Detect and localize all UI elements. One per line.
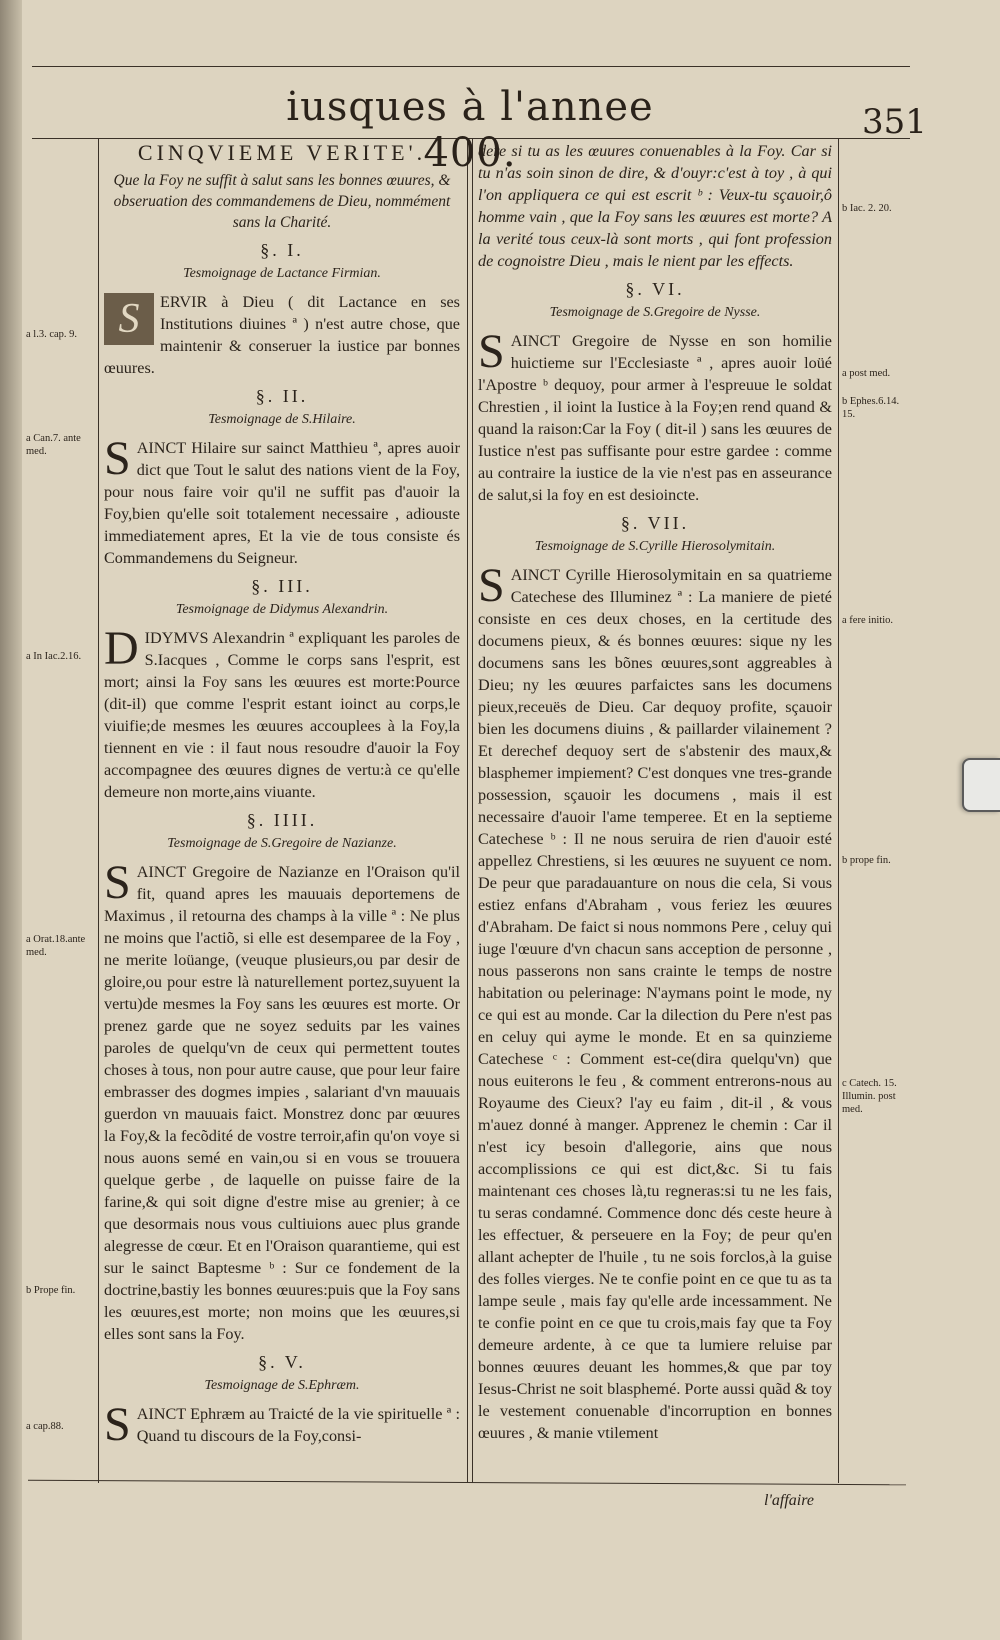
drop-cap: S [104, 1398, 131, 1451]
section-number: §. I. [260, 240, 304, 260]
testimony-title: Tesmoignage de S.Cyrille Hierosolymitain. [534, 539, 776, 554]
margin-note: a post med. [842, 368, 891, 379]
top-rule [32, 66, 910, 67]
catchword: l'affaire [764, 1492, 814, 1509]
testimony-title: Tesmoignage de S.Hilaire. [208, 412, 356, 427]
margin-note: a Orat.18.ante med. [26, 934, 86, 958]
margin-note: a In Iac.2.16. [26, 651, 82, 662]
margin-note: a Can.7. ante med. [26, 433, 81, 457]
paragraph-continued: dere si tu as les œuures conuenables à la Foy. Car si tu n'as soin sinon de dire, & d'ouyr:c'est à toy , à qui l'on appliquera ce qui est escrit ᵇ : Veux-tu sçauoir,ô homme vain , que la Foy sans les œuures est morte? A la verité tous ceux-là sont morts , qui font profession de cognoistre Dieu , mais le nient par les effects. [478, 142, 832, 270]
drop-cap: S [478, 559, 505, 612]
margin-note: b prope fin. [842, 855, 891, 866]
margin-note: a cap.88. [26, 1421, 64, 1432]
right-column-rule [838, 138, 839, 1483]
paragraph-text: AINCT Ephræm au Traicté de la vie spirituelle ª : Quand tu discours de la Foy,consi- [136, 1405, 460, 1445]
margin-note: c Catech. 15. Illumin. post med. [842, 1078, 897, 1115]
margin-note: b Ephes.6.14. 15. [842, 396, 900, 420]
testimony-title: Tesmoignage de S.Gregoire de Nazianze. [167, 836, 397, 851]
section-number: §. VI. [625, 279, 685, 299]
section-number: §. II. [255, 386, 309, 406]
left-column-rule [98, 138, 99, 1483]
margin-note: b Prope fin. [26, 1285, 76, 1296]
testimony-title: Tesmoignage de Didymus Alexandrin. [175, 602, 389, 617]
left-column [104, 140, 460, 1449]
right-column [478, 140, 832, 1446]
chapter-subtitle: Que la Foy ne suffit à salut sans les bonnes œuures, & obseruation des commandemens de Dieu, nommément sans la Charité. [113, 172, 451, 231]
paragraph [104, 622, 460, 803]
section-number: §. V. [258, 1352, 306, 1372]
paragraph-text: AINCT Gregoire de Nysse en son homilie huictieme sur l'Ecclesiaste ª , apres auoir loüé l'Apostre ᵇ dequoy, pour armer à l'espreuue le soldat Chrestien , il ioint la Iustice à la Foy;en rend quand & quand la raison:Car la Foy ( dit-il ) sans les œuures de Iustice n'est pas suffisante pour estre gardee : comme au contraire la iustice de la vie n'est pas en asseurance de salut,si la foy en est desioincte. [478, 332, 832, 504]
paragraph [104, 1398, 460, 1451]
testimony-title: Tesmoignage de Lactance Firmian. [183, 266, 381, 281]
paragraph [104, 432, 460, 569]
testimony-title: Tesmoignage de S.Ephræm. [204, 1378, 360, 1393]
page-tab-marker [962, 758, 1000, 812]
chapter-heading: CINQVIEME VERITE'. [137, 140, 427, 165]
paragraph-text: IDYMVS Alexandrin ª expliquant les paroles de S.Iacques , Comme le corps sans l'esprit, est mort; ainsi la Foy sans les œuures est morte:Pource (dit-il) que comme l'esprit estant ioinct au corps,le viuifie;de mesmes les œuures accouplees à la Foy,la tiennent en vie : il faut nous resoudre d'auoir la Foy accompagnee des œuures dignes de vertu:à ce qu'elle demeure non morte,ains viuante. [104, 629, 460, 801]
center-rule-2 [472, 138, 473, 1483]
drop-cap: S [104, 856, 131, 909]
paragraph-text: AINCT Cyrille Hierosolymitain en sa quatrieme Catechese des Illuminez ª : La maniere de pieté consiste en ces deux choses, en la certitude des documens pieux, & és bonnes œuures: sique ny les documens sans les bõnes œuures,sont aggreables à Dieu; ny les œuures parfaictes sans les documens pieux,receuës de Dieu. Car dequoy profite, sçauoir bien les documens diuins , & paillarder vilainement ? Et derechef dequoy sert de s'abstenir des maux,& blasphemer impiement? C'est donques vne tres-grande possession, sçauoir les documens , mais il est necessaire d'auoir l'ame temperee. Et en la septieme Catechese ᵇ : Il ne nous seruira de rien d'auoir esté appellez Chrestiens, si les œuures ne suyuent ce nom. De peur que paradauanture on nous die cela, Si vous estiez enfans d'Abraham , vous feriez les œuures d'Abraham. De faict si nous nommons Pere , celuy qui iuge l'œuure d'vn chacun sans acception de personne , nous passerons non sans crainte le temps de nostre habitation ou pelerinage: N'aymans point le mode, ny ce qui est au monde. Car la dilection du Pere n'est pas en celuy qui ayme le monde. Et en sa quinzieme Catechese ᶜ : Comment est-ce(dira quelqu'vn) que nous euiterons le feu , & comment entrerons-nous au Royaume des Cieux? l'ay eu faim , dit-il , & vous m'auez donné à manger. Apprenez le chemin : Car il n'est icy besoin d'allegorie, ains que nous accomplissions ce qui est dict,&c. Si tu fais maintenant ces choses là,tu regneras:si tu ne les fais, tu seras condamné. Commence donc dés ceste heure à les effectuer, & perseuere en la Foy; de peur qu'en allant achepter de l'huile , tu ne sois forclos,à la guise des folles vierges. Ne te confie point en ce que tu as ta lampe seule , mais fay qu'elle arde incessamment. Ne te confie point en ce que tu crois,mais fay que ta Foy demeure ardente, à ce que ta lumiere reluise par bonnes œuures deuant les hommes,& que par toy Iesus-Christ ne soit blasphemé. Porte aussi quãd & toy le vestement conuenable d'incorruption en bonnes œuures , & manie vtilement [478, 566, 832, 1442]
page-number: 351 [862, 102, 927, 142]
margin-note: a fere initio. [842, 615, 894, 626]
book-spine [0, 0, 22, 1640]
paragraph [478, 325, 832, 506]
center-rule-1 [467, 138, 468, 1483]
paragraph-text: AINCT Hilaire sur sainct Matthieu ª, apres auoir dict que Tout le salut des nations vient de la Foy, pour nous faire voir qu'il ne suffit pas d'auoir la Foy,bien qu'elle soit totalement necessaire , adiouste immediatement apres, Et la vie de tous consiste és Commandemens du Seigneur. [104, 439, 460, 567]
paragraph [104, 291, 460, 379]
drop-cap: S [478, 325, 505, 378]
paragraph [104, 856, 460, 1345]
margin-note: a l.3. cap. 9. [26, 329, 78, 340]
ornamental-initial: S [104, 293, 154, 345]
section-number: §. VII. [620, 513, 690, 533]
testimony-title: Tesmoignage de S.Gregoire de Nysse. [549, 305, 761, 320]
margin-note: b Iac. 2. 20. [842, 203, 892, 214]
running-head: iusques à l'annee 400. [286, 84, 654, 176]
section-number: §. IIII. [246, 810, 318, 830]
paragraph-text: AINCT Gregoire de Nazianze en l'Oraison qu'il fit, quand apres les mauuais deportemens de Maximus , il retourna des champs à la ville ª : Ne plus ne moins que l'actiõ, si elle est desemparee de la Foy , ne merite loüange, (veuque plusieurs,ou par desir de gloire,ou pour estre là naturellement portez,suyuent la vertu)de mesmes la Foy sans les œuures est morte. Or prenez garde que ne soyez seduits par les vaines paroles de quelqu'vn de ceux qui permettent toutes choses à tous, non pour autre cause, que pour leur faire embrasser des dogmes impies , salariant d'vn mauuais guerdon vn mauuais faict. Monstrez donc par œuures la Foy,& la fecõdité de vostre terroir,afin qu'on voye si nous auons semé en vain,ou si en vous se trouuera quelque gerbe , de laquelle on puisse faire de la farine,& qui soit digne d'estre mise au grenier; à ce que desormais nous vous cultiuions auec plus grande alegresse de cœur. Et en l'Oraison quarantieme, qui est sur le sainct Baptesme ᵇ : Sur ce fondement de la doctrine,bastiy les bonnes œuures:puis que la Foy sans les œuures,est morte; non moins que les œuures,si elles sont sans la Foy. [104, 863, 460, 1343]
drop-cap: S [104, 432, 131, 485]
paragraph-text: ERVIR à Dieu ( dit Lactance en ses Institutions diuines ª ) n'est autre chose, que maintenir & conseruer la iustice par bonnes œuures. [104, 293, 460, 377]
paragraph [478, 559, 832, 1444]
section-number: §. III. [251, 576, 313, 596]
drop-cap: D [104, 622, 139, 675]
